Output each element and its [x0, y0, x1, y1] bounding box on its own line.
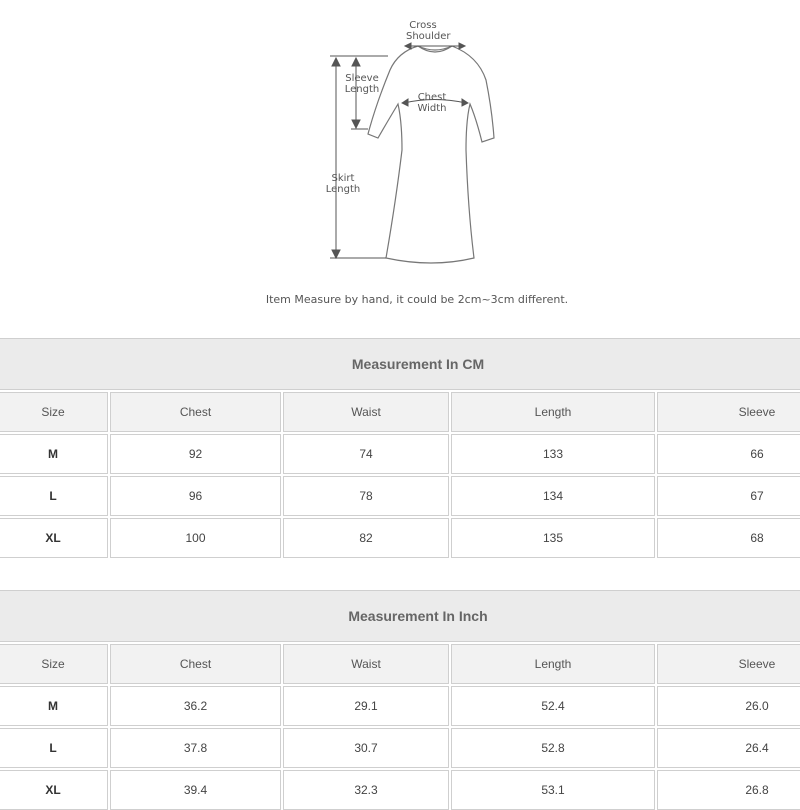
- cross-shoulder-label: Cross Shoulder: [406, 20, 451, 42]
- header-waist: Waist: [283, 644, 449, 684]
- dress-outline: [368, 46, 494, 263]
- table-cell: 100: [110, 518, 281, 558]
- table-cell: M: [0, 686, 108, 726]
- table-cell: 26.8: [657, 770, 800, 810]
- header-size: Size: [0, 392, 108, 432]
- measurement-diagram: [0, 0, 800, 320]
- table-cell: 36.2: [110, 686, 281, 726]
- header-sleeve: Sleeve: [657, 644, 800, 684]
- table-cell: 52.4: [451, 686, 655, 726]
- header-length: Length: [451, 644, 655, 684]
- header-chest: Chest: [110, 644, 281, 684]
- table-cell: 29.1: [283, 686, 449, 726]
- table-cell: L: [0, 728, 108, 768]
- table-cell: 39.4: [110, 770, 281, 810]
- table-cell: 82: [283, 518, 449, 558]
- header-size: Size: [0, 644, 108, 684]
- table-cell: XL: [0, 518, 108, 558]
- table-cell: M: [0, 434, 108, 474]
- table-cell: 66: [657, 434, 800, 474]
- header-sleeve: Sleeve: [657, 392, 800, 432]
- chest-width-label: Chest Width: [417, 92, 447, 114]
- table-cell: 26.0: [657, 686, 800, 726]
- table-cell: 78: [283, 476, 449, 516]
- table-cell: 30.7: [283, 728, 449, 768]
- table-cell: 96: [110, 476, 281, 516]
- dress-illustration: [0, 0, 800, 320]
- table-cell: 53.1: [451, 770, 655, 810]
- table-cell: L: [0, 476, 108, 516]
- table-cell: 32.3: [283, 770, 449, 810]
- table-cell: 26.4: [657, 728, 800, 768]
- table-cell: 92: [110, 434, 281, 474]
- table-cell: 52.8: [451, 728, 655, 768]
- table-cell: 67: [657, 476, 800, 516]
- measure-note: Item Measure by hand, it could be 2cm~3cm different.: [265, 293, 569, 306]
- table-cell: 133: [451, 434, 655, 474]
- table-cell: 135: [451, 518, 655, 558]
- table-cell: 37.8: [110, 728, 281, 768]
- table-cell: 74: [283, 434, 449, 474]
- sleeve-length-label: Sleeve Length: [344, 73, 380, 95]
- header-chest: Chest: [110, 392, 281, 432]
- table-cell: 68: [657, 518, 800, 558]
- header-length: Length: [451, 392, 655, 432]
- table-title: Measurement In CM: [0, 338, 800, 390]
- skirt-length-label: Skirt Length: [325, 173, 361, 195]
- table-cell: XL: [0, 770, 108, 810]
- table-cell: 134: [451, 476, 655, 516]
- header-waist: Waist: [283, 392, 449, 432]
- table-title: Measurement In Inch: [0, 590, 800, 642]
